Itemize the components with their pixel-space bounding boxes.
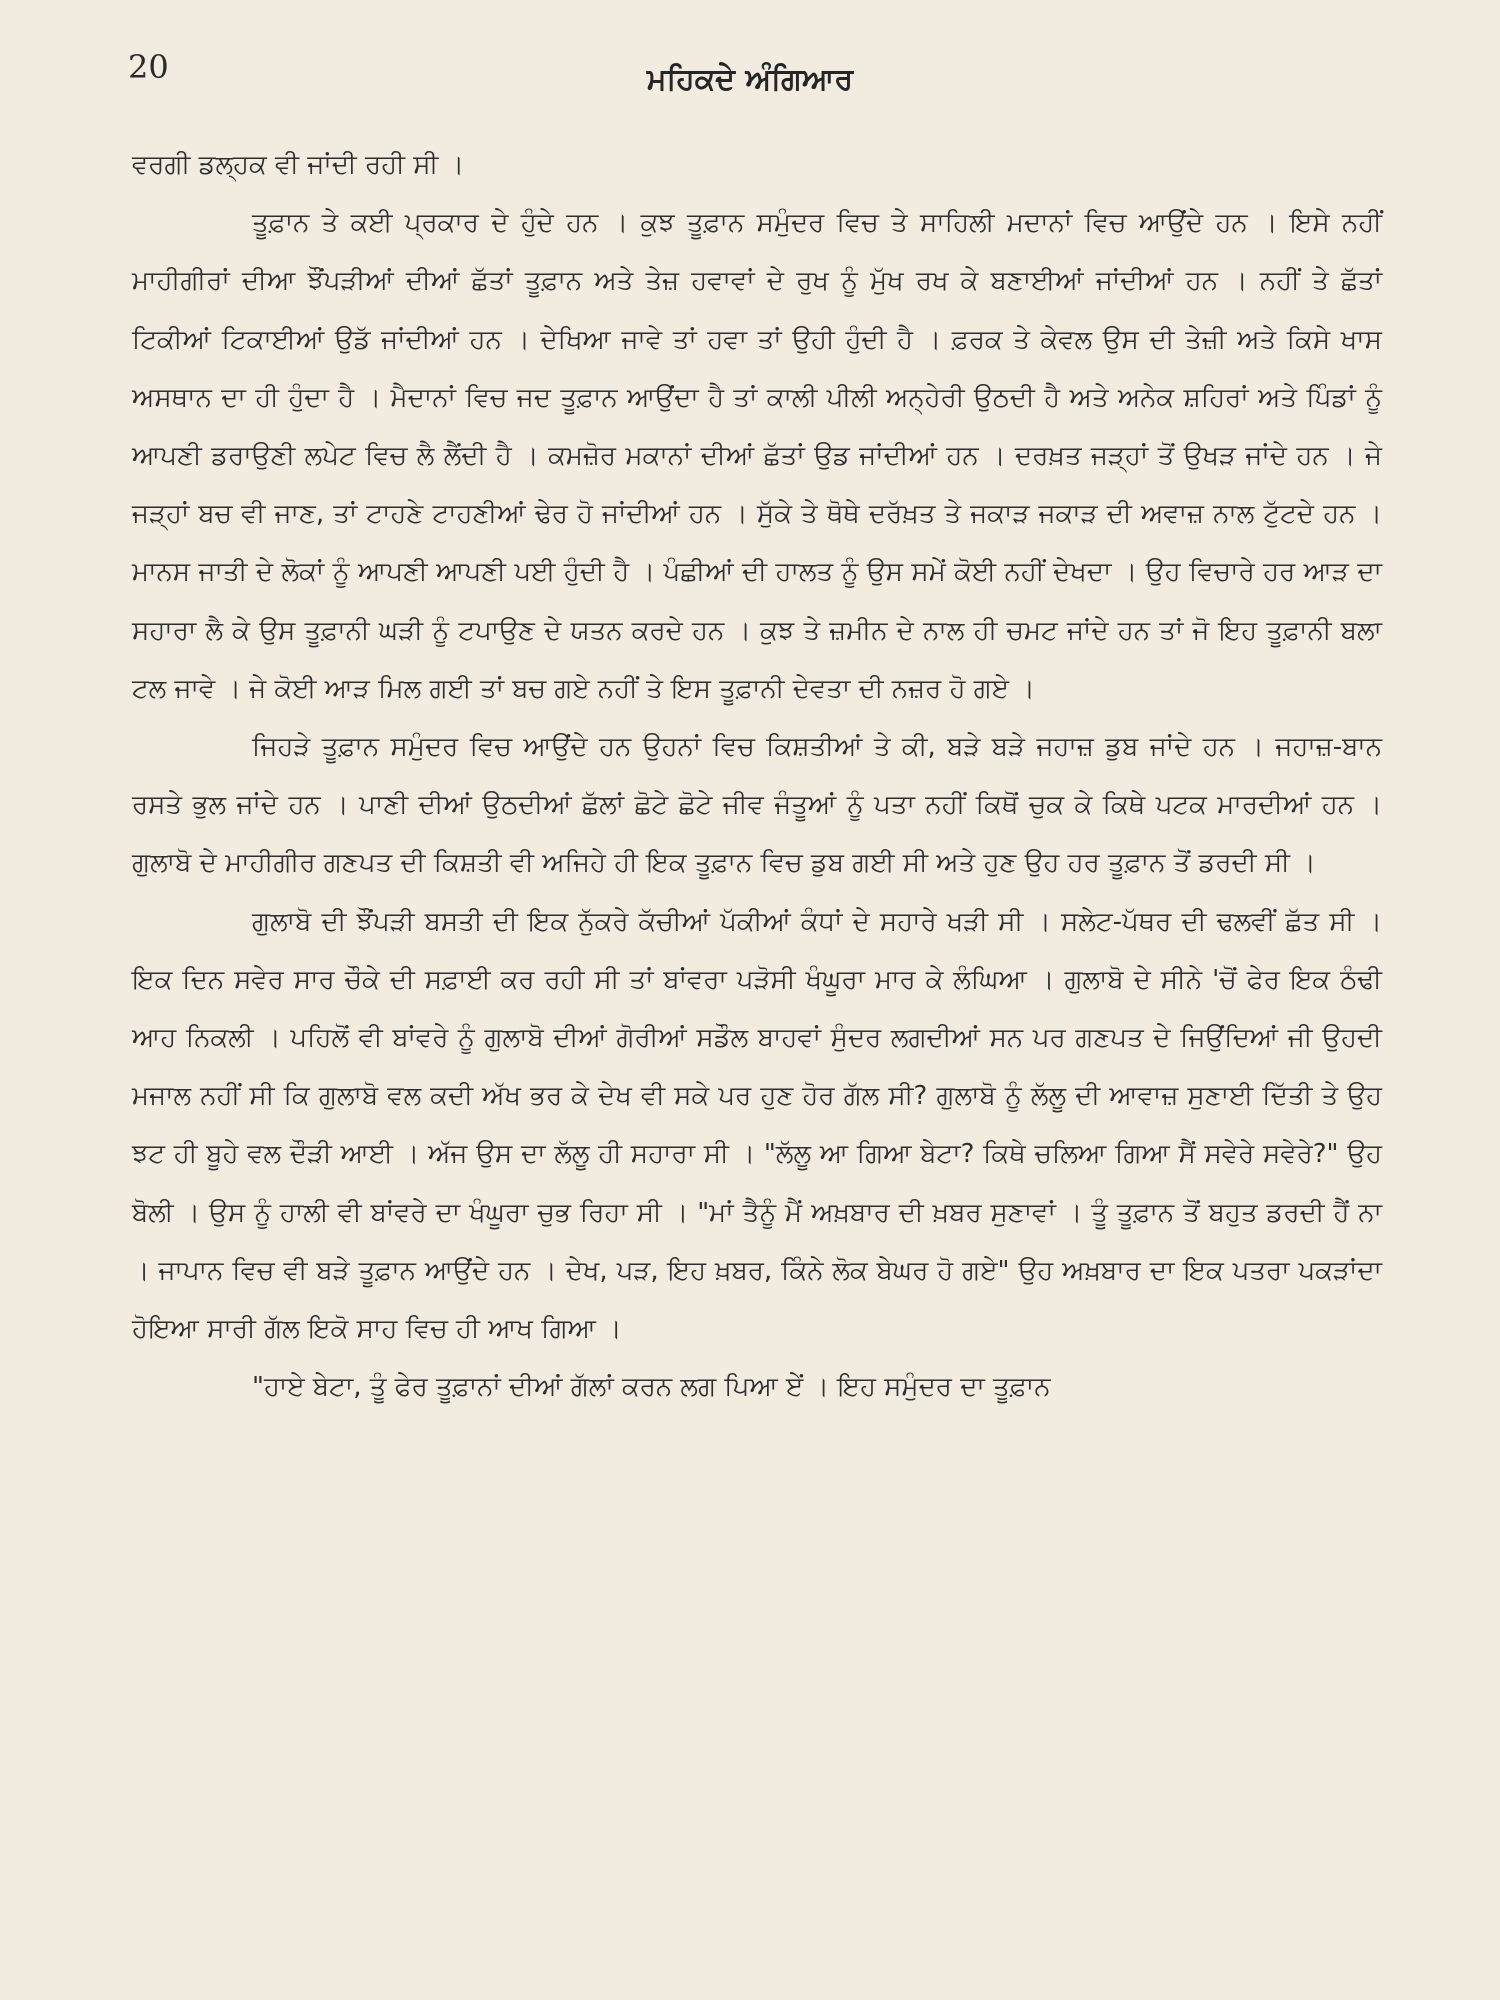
page-number: 20: [128, 48, 169, 86]
paragraph-4: ਗੁਲਾਬੋ ਦੀ ਝੌਂਪੜੀ ਬਸਤੀ ਦੀ ਇਕ ਨੁੱਕਰੇ ਕੱਚੀਆਂ ਪੱਕੀਆਂ ਕੰਧਾਂ ਦੇ ਸਹਾਰੇ ਖੜੀ ਸੀ । ਸਲੇਟ-ਪੱਥਰ ਦੀ ਢਲਵੀਂ ਛੱਤ ਸੀ । ਇਕ ਦਿਨ ਸਵੇਰ ਸਾਰ ਚੌਕੇ ਦੀ ਸਫ਼ਾਈ ਕਰ ਰਹੀ ਸੀ ਤਾਂ ਬਾਂਵਰਾ ਪੜੋਸੀ ਖੰਘੂਰਾ ਮਾਰ ਕੇ ਲੰਘਿਆ । ਗੁਲਾਬੋ ਦੇ ਸੀਨੇ 'ਚੋਂ ਫੇਰ ਇਕ ਠੰਢੀ ਆਹ ਨਿਕਲੀ । ਪਹਿਲੋਂ ਵੀ ਬਾਂਵਰੇ ਨੂੰ ਗੁਲਾਬੋ ਦੀਆਂ ਗੋਰੀਆਂ ਸਡੌਲ ਬਾਹਵਾਂ ਸੁੰਦਰ ਲਗਦੀਆਂ ਸਨ ਪਰ ਗਣਪਤ ਦੇ ਜਿਉਂਦਿਆਂ ਜੀ ਉਹਦੀ ਮਜਾਲ ਨਹੀਂ ਸੀ ਕਿ ਗੁਲਾਬੋ ਵਲ ਕਦੀ ਅੱਖ ਭਰ ਕੇ ਦੇਖ ਵੀ ਸਕੇ ਪਰ ਹੁਣ ਹੋਰ ਗੱਲ ਸੀ? ਗੁਲਾਬੋ ਨੂੰ ਲੱਲੂ ਦੀ ਆਵਾਜ਼ ਸੁਣਾਈ ਦਿੱਤੀ ਤੇ ਉਹ ਝਟ ਹੀ ਬੂਹੇ ਵਲ ਦੌੜੀ ਆਈ । ਅੱਜ ਉਸ ਦਾ ਲੱਲੂ ਹੀ ਸਹਾਰਾ ਸੀ । "ਲੱਲੂ ਆ ਗਿਆ ਬੇਟਾ? ਕਿਥੇ ਚਲਿਆ ਗਿਆ ਸੈਂ ਸਵੇਰੇ ਸਵੇਰੇ?" ਉਹ ਬੋਲੀ । ਉਸ ਨੂੰ ਹਾਲੀ ਵੀ ਬਾਂਵਰੇ ਦਾ ਖੰਘੂਰਾ ਚੁਭ ਰਿਹਾ ਸੀ । "ਮਾਂ ਤੈਨੂੰ ਮੈਂ ਅਖ਼ਬਾਰ ਦੀ ਖ਼ਬਰ ਸੁਣਾਵਾਂ । ਤੂੰ ਤੂਫ਼ਾਨ ਤੋਂ ਬਹੁਤ ਡਰਦੀ ਹੈਂ ਨਾ । ਜਾਪਾਨ ਵਿਚ ਵੀ ਬੜੇ ਤੂਫ਼ਾਨ ਆਉਂਦੇ ਹਨ । ਦੇਖ, ਪੜ, ਇਹ ਖ਼ਬਰ, ਕਿੰਨੇ ਲੋਕ ਬੇਘਰ ਹੋ ਗਏ" ਉਹ ਅਖ਼ਬਾਰ ਦਾ ਇਕ ਪਤਰਾ ਪਕੜਾਂਦਾ ਹੋਇਆ ਸਾਰੀ ਗੱਲ ਇਕੋ ਸਾਹ ਵਿਚ ਹੀ ਆਖ ਗਿਆ ।: [132, 906, 1382, 1345]
running-title: ਮਹਿਕਦੇ ਅੰਗਿਆਰ: [646, 62, 854, 97]
paragraph-1: ਵਰਗੀ ਡਲ੍ਹਕ ਵੀ ਜਾਂਦੀ ਰਹੀ ਸੀ ।: [132, 150, 465, 180]
paragraph-2: ਤੂਫ਼ਾਨ ਤੇ ਕਈ ਪ੍ਰਕਾਰ ਦੇ ਹੁੰਦੇ ਹਨ । ਕੁਝ ਤੂਫ਼ਾਨ ਸਮੁੰਦਰ ਵਿਚ ਤੇ ਸਾਹਿਲੀ ਮਦਾਨਾਂ ਵਿਚ ਆਉਂਦੇ ਹਨ । ਇਸੇ ਨਹੀਂ ਮਾਹੀਗੀਰਾਂ ਦੀਆ ਝੌਂਪੜੀਆਂ ਦੀਆਂ ਛੱਤਾਂ ਤੂਫ਼ਾਨ ਅਤੇ ਤੇਜ਼ ਹਵਾਵਾਂ ਦੇ ਰੁਖ ਨੂੰ ਮੁੱਖ ਰਖ ਕੇ ਬਣਾਈਆਂ ਜਾਂਦੀਆਂ ਹਨ । ਨਹੀਂ ਤੇ ਛੱਤਾਂ ਟਿਕੀਆਂ ਟਿਕਾਈਆਂ ਉਡੱ ਜਾਂਦੀਆਂ ਹਨ । ਦੇਖਿਆ ਜਾਵੇ ਤਾਂ ਹਵਾ ਤਾਂ ਉਹੀ ਹੁੰਦੀ ਹੈ । ਫ਼ਰਕ ਤੇ ਕੇਵਲ ਉਸ ਦੀ ਤੇਜ਼ੀ ਅਤੇ ਕਿਸੇ ਖਾਸ ਅਸਥਾਨ ਦਾ ਹੀ ਹੁੰਦਾ ਹੈ । ਮੈਦਾਨਾਂ ਵਿਚ ਜਦ ਤੂਫ਼ਾਨ ਆਉਂਦਾ ਹੈ ਤਾਂ ਕਾਲੀ ਪੀਲੀ ਅਨ੍ਹੇਰੀ ਉਠਦੀ ਹੈ ਅਤੇ ਅਨੇਕ ਸ਼ਹਿਰਾਂ ਅਤੇ ਪਿੰਡਾਂ ਨੂੰ ਆਪਣੀ ਡਰਾਉਣੀ ਲਪੇਟ ਵਿਚ ਲੈ ਲੈਂਦੀ ਹੈ । ਕਮਜ਼ੋਰ ਮਕਾਨਾਂ ਦੀਆਂ ਛੱਤਾਂ ਉਡ ਜਾਂਦੀਆਂ ਹਨ । ਦਰਖ਼ਤ ਜੜ੍ਹਾਂ ਤੋਂ ਉਖੜ ਜਾਂਦੇ ਹਨ । ਜੇ ਜੜ੍ਹਾਂ ਬਚ ਵੀ ਜਾਣ, ਤਾਂ ਟਾਹਣੇ ਟਾਹਣੀਆਂ ਢੇਰ ਹੋ ਜਾਂਦੀਆਂ ਹਨ । ਸੁੱਕੇ ਤੇ ਥੋਥੇ ਦਰੱਖ਼ਤ ਤੇ ਜਕਾੜ ਜਕਾੜ ਦੀ ਅਵਾਜ਼ ਨਾਲ ਟੁੱਟਦੇ ਹਨ । ਮਾਨਸ ਜਾਤੀ ਦੇ ਲੋਕਾਂ ਨੂੰ ਆਪਣੀ ਆਪਣੀ ਪਈ ਹੁੰਦੀ ਹੈ । ਪੰਛੀਆਂ ਦੀ ਹਾਲਤ ਨੂੰ ਉਸ ਸਮੇਂ ਕੋਈ ਨਹੀਂ ਦੇਖਦਾ । ਉਹ ਵਿਚਾਰੇ ਹਰ ਆੜ ਦਾ ਸਹਾਰਾ ਲੈ ਕੇ ਉਸ ਤੂਫ਼ਾਨੀ ਘੜੀ ਨੂੰ ਟਪਾਉਣ ਦੇ ਯਤਨ ਕਰਦੇ ਹਨ । ਕੁਝ ਤੇ ਜ਼ਮੀਨ ਦੇ ਨਾਲ ਹੀ ਚਮਟ ਜਾਂਦੇ ਹਨ ਤਾਂ ਜੋ ਇਹ ਤੂਫ਼ਾਨੀ ਬਲਾ ਟਲ ਜਾਵੇ । ਜੇ ਕੋਈ ਆੜ ਮਿਲ ਗਈ ਤਾਂ ਬਚ ਗਏ ਨਹੀਂ ਤੇ ਇਸ ਤੂਫ਼ਾਨੀ ਦੇਵਤਾ ਦੀ ਨਜ਼ਰ ਹੋ ਗਏ ।: [132, 208, 1382, 704]
body-text: [132, 136, 1382, 1416]
paragraph-5: "ਹਾਏ ਬੇਟਾ, ਤੂੰ ਫੇਰ ਤੂਫ਼ਾਨਾਂ ਦੀਆਂ ਗੱਲਾਂ ਕਰਨ ਲਗ ਪਿਆ ਏਂ । ਇਹ ਸਮੁੰਦਰ ਦਾ ਤੂਫ਼ਾਨ: [252, 1372, 1051, 1403]
paragraph-3: ਜਿਹੜੇ ਤੂਫ਼ਾਨ ਸਮੁੰਦਰ ਵਿਚ ਆਉਂਦੇ ਹਨ ਉਹਨਾਂ ਵਿਚ ਕਿਸ਼ਤੀਆਂ ਤੇ ਕੀ, ਬੜੇ ਬੜੇ ਜਹਾਜ਼ ਡੁਬ ਜਾਂਦੇ ਹਨ । ਜਹਾਜ਼-ਬਾਨ ਰਸਤੇ ਭੁਲ ਜਾਂਦੇ ਹਨ । ਪਾਣੀ ਦੀਆਂ ਉਠਦੀਆਂ ਛੱਲਾਂ ਛੋਟੇ ਛੋਟੇ ਜੀਵ ਜੰਤੂਆਂ ਨੂੰ ਪਤਾ ਨਹੀਂ ਕਿਥੋਂ ਚੁਕ ਕੇ ਕਿਥੇ ਪਟਕ ਮਾਰਦੀਆਂ ਹਨ । ਗੁਲਾਬੋ ਦੇ ਮਾਹੀਗੀਰ ਗਣਪਤ ਦੀ ਕਿਸ਼ਤੀ ਵੀ ਅਜਿਹੇ ਹੀ ਇਕ ਤੂਫ਼ਾਨ ਵਿਚ ਡੁਬ ਗਈ ਸੀ ਅਤੇ ਹੁਣ ਉਹ ਹਰ ਤੂਫ਼ਾਨ ਤੋਂ ਡਰਦੀ ਸੀ ।: [132, 732, 1382, 879]
